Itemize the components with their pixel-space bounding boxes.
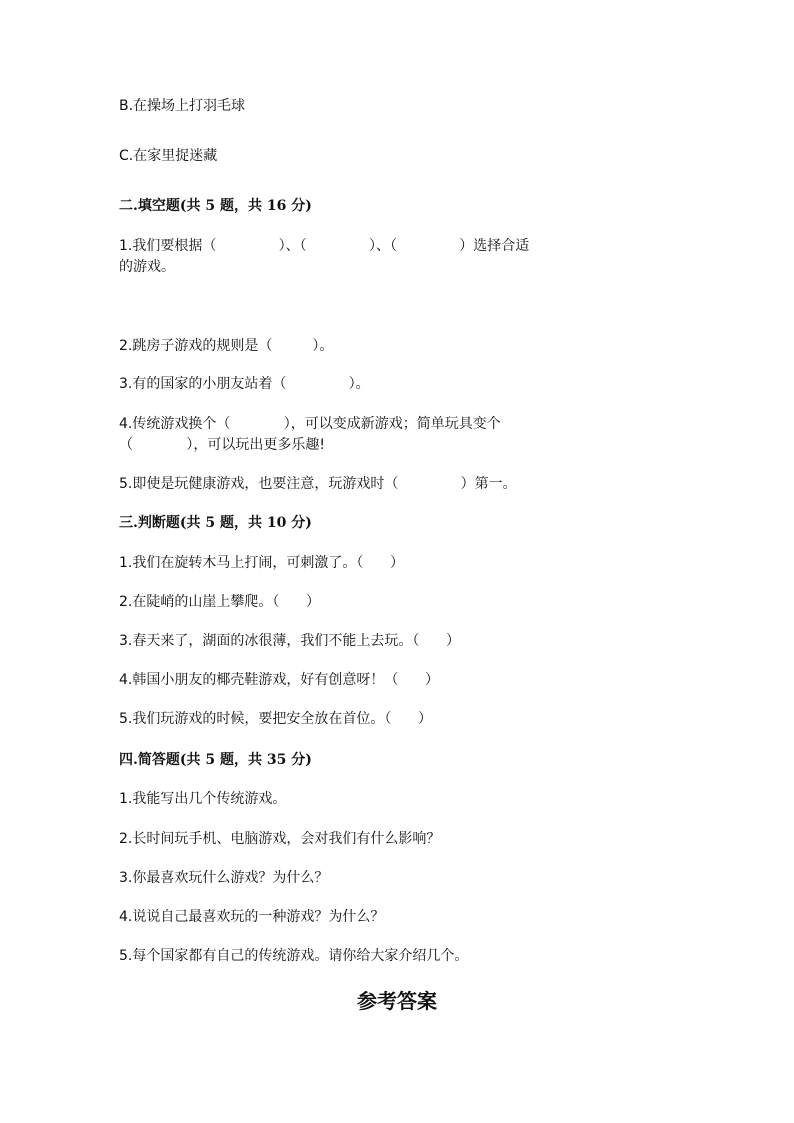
short-answer-question-3: 3.你最喜欢玩什么游戏？为什么？ — [119, 870, 329, 886]
fill-blank-question-1-line-2: 的游戏。 — [119, 259, 175, 275]
fill-blank-question-4-line-1: 4.传统游戏换个（ ），可以变成新游戏；简单玩具变个 — [119, 416, 501, 432]
option-b: B.在操场上打羽毛球 — [119, 98, 246, 114]
section-title-judge: 三.判断题(共 5 题，共 10 分) — [119, 515, 312, 531]
answer-key-heading: 参考答案 — [357, 989, 437, 1013]
fill-blank-question-5: 5.即使是玩健康游戏，也要注意，玩游戏时（ ）第一。 — [119, 476, 517, 492]
judge-question-5: 5.我们玩游戏的时候，要把安全放在首位。（ ） — [119, 711, 433, 727]
short-answer-question-1: 1.我能写出几个传统游戏。 — [119, 791, 287, 807]
judge-question-3: 3.春天来了，湖面的冰很薄，我们不能上去玩。（ ） — [119, 633, 461, 649]
fill-blank-question-1-line-1: 1.我们要根据（ ）、（ ）、（ ）选择合适 — [119, 238, 530, 254]
judge-question-1: 1.我们在旋转木马上打闹，可刺激了。（ ） — [119, 555, 405, 571]
fill-blank-question-3: 3.有的国家的小朋友站着（ ）。 — [119, 376, 370, 392]
judge-question-2: 2.在陡峭的山崖上攀爬。（ ） — [119, 594, 321, 610]
section-title-fill-blank: 二.填空题(共 5 题，共 16 分) — [119, 198, 312, 214]
section-title-short-answer: 四.简答题(共 5 题，共 35 分) — [119, 752, 312, 768]
short-answer-question-2: 2.长时间玩手机、电脑游戏，会对我们有什么影响？ — [119, 831, 441, 847]
short-answer-question-5: 5.每个国家都有自己的传统游戏。请你给大家介绍几个。 — [119, 948, 469, 964]
fill-blank-question-4-line-2: （ ），可以玩出更多乐趣! — [119, 437, 326, 453]
option-c: C.在家里捉迷藏 — [119, 148, 218, 164]
judge-question-4: 4.韩国小朋友的椰壳鞋游戏，好有创意呀！（ ） — [119, 672, 440, 688]
fill-blank-question-2: 2.跳房子游戏的规则是（ ）。 — [119, 338, 334, 354]
short-answer-question-4: 4.说说自己最喜欢玩的一种游戏？为什么？ — [119, 909, 385, 925]
